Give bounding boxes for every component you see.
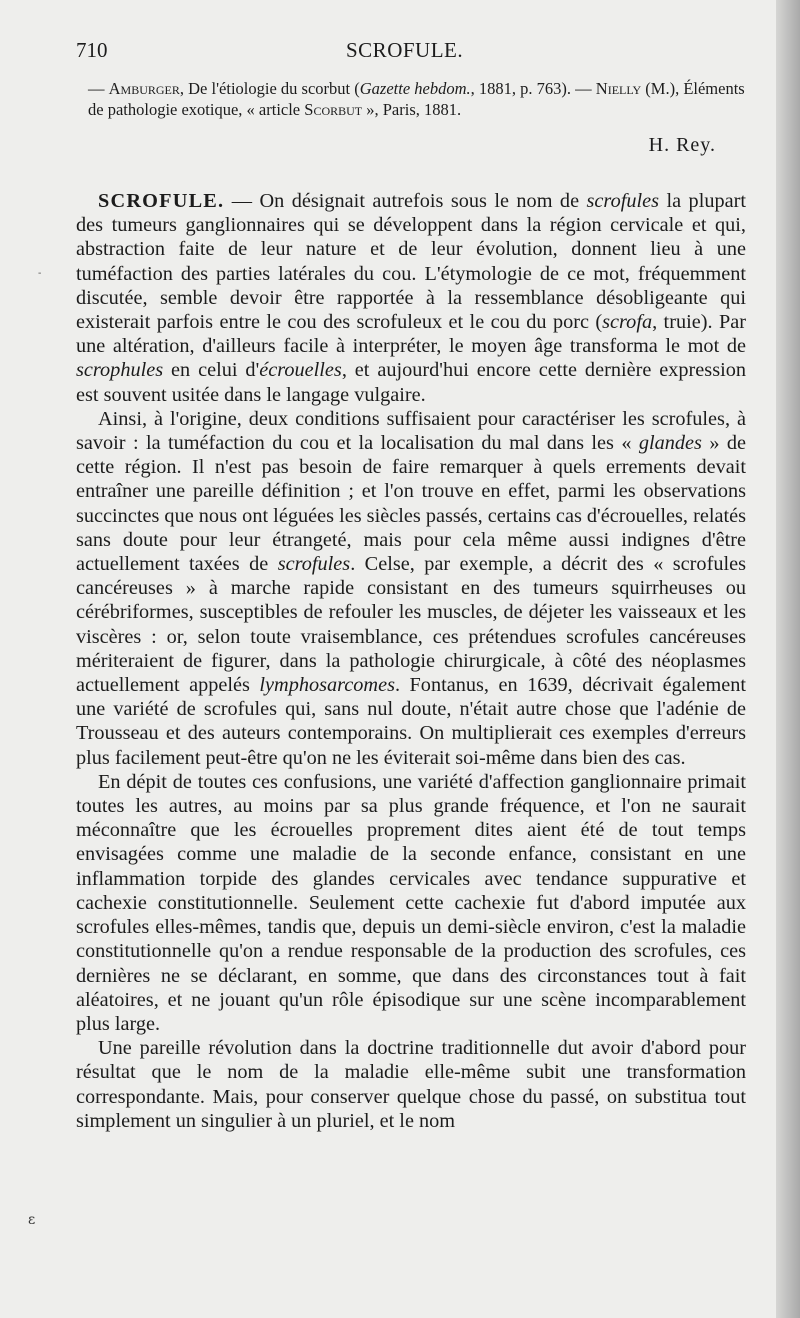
page-edge (776, 0, 800, 1318)
entry-headword: SCROFULE. (98, 190, 225, 212)
margin-mark: ɛ (28, 1212, 36, 1228)
bibliographic-reference: — Amburger, De l'étiologie du scorbut (Gazette hebdom., 1881, p. 763). — Nielly (M.), Éléments de pathologie exotique, « article Scorbut », Paris, 1881. (88, 79, 745, 119)
paragraph-2: Ainsi, à l'origine, deux conditions suffisaient pour caractériser les scrofules, à savoir : la tuméfaction du cou et la localisation du mal dans les « glandes » de cette région. Il n'est pas besoin de faire remarquer à quels errements devait entraîner une pareille définition ; et l'on trouve en effet, parmi les observations succinctes que nous ont léguées les siècles passés, certains cas d'écrouelles, relatés sans doute pour leur étrangeté, mais pour cela même aussi indignes d'être actuellement taxées de scrofules. Celse, par exemple, a décrit des « scrofules cancéreuses » à marche rapide consistant en des tumeurs squirrheuses ou cérébriformes, susceptibles de refouler les muscles, de déjeter les vaisseaux et les viscères : or, selon toute vraisemblance, ces prétendues scrofules cancéreuses mériteraient de figurer, dans la pathologie chirurgicale, à côté des néoplasmes actuellement appelés lymphosarcomes. Fontanus, en 1639, décrivait également une variété de scrofules qui, sans nul doute, n'était autre chose que l'adénie de Trousseau et des auteurs contemporains. On multiplierait ces exemples d'erreurs plus facilement peut-être qu'on ne les éviterait soi-même dans bien des cas. (76, 407, 746, 769)
author-name: Nielly (595, 79, 642, 98)
page-number: 710 (76, 38, 108, 62)
paragraph-3: En dépit de toutes ces confusions, une variété d'affection ganglionnaire primait toutes les autres, au moins par sa plus grande fréquence, et l'on ne saurait méconnaître que les écrouelles proprement dites aient été de tout temps envisagées comme une maladie de la seconde enfance, consistant en une inflammation torpide des glandes cervicales avec tendance suppurative et cachexie constitutionnelle. Seulement cette cachexie fut d'abord imputée aux scrofules elles-mêmes, tandis que, depuis un demi-siècle environ, c'est la maladie constitutionnelle qu'on a rendue responsable de la production des scrofules, ces dernières ne se déclarant, en somme, que dans des circonstances tout à fait aléatoires, et ne jouant qu'un rôle épisodique sur une scène incomparablement plus large. (76, 770, 746, 1035)
journal-title: Gazette hebdom. (359, 79, 471, 98)
article-title: Scorbut (304, 100, 363, 119)
paragraph-4: Une pareille révolution dans la doctrine traditionnelle dut avoir d'abord pour résultat que le nom de la maladie elle-même subit une transformation correspondante. Mais, pour conserver quelque chose du passé, on substitua tout simplement un singulier à un pluriel, et le nom (76, 1037, 746, 1132)
page-header (76, 38, 746, 78)
author-name: Amburger (108, 79, 180, 98)
running-title: SCROFULE. (346, 38, 464, 62)
author-signature: H. Rey. (648, 134, 716, 156)
paragraph-1: SCROFULE. — On désignait autrefois sous le nom de scrofules la plupart des tumeurs ganglionnaires qui se développent dans la région cervicale et qui, abstraction faite de leur nature et de leur évolution, donnent lieu à une tuméfaction des parties latérales du cou. L'étymologie de ce mot, fréquemment discutée, semble devoir être rapportée à la ressemblance désobligeante qui existerait parfois entre le cou des scrofuleux et le cou du porc (scrofa, truie). Par une altération, d'ailleurs facile à interpréter, le moyen âge transforma le mot de scrophules en celui d'écrouelles, et aujourd'hui encore cette dernière expression est souvent usitée dans le langage vulgaire. (76, 190, 747, 406)
margin-dot: - (38, 268, 42, 279)
